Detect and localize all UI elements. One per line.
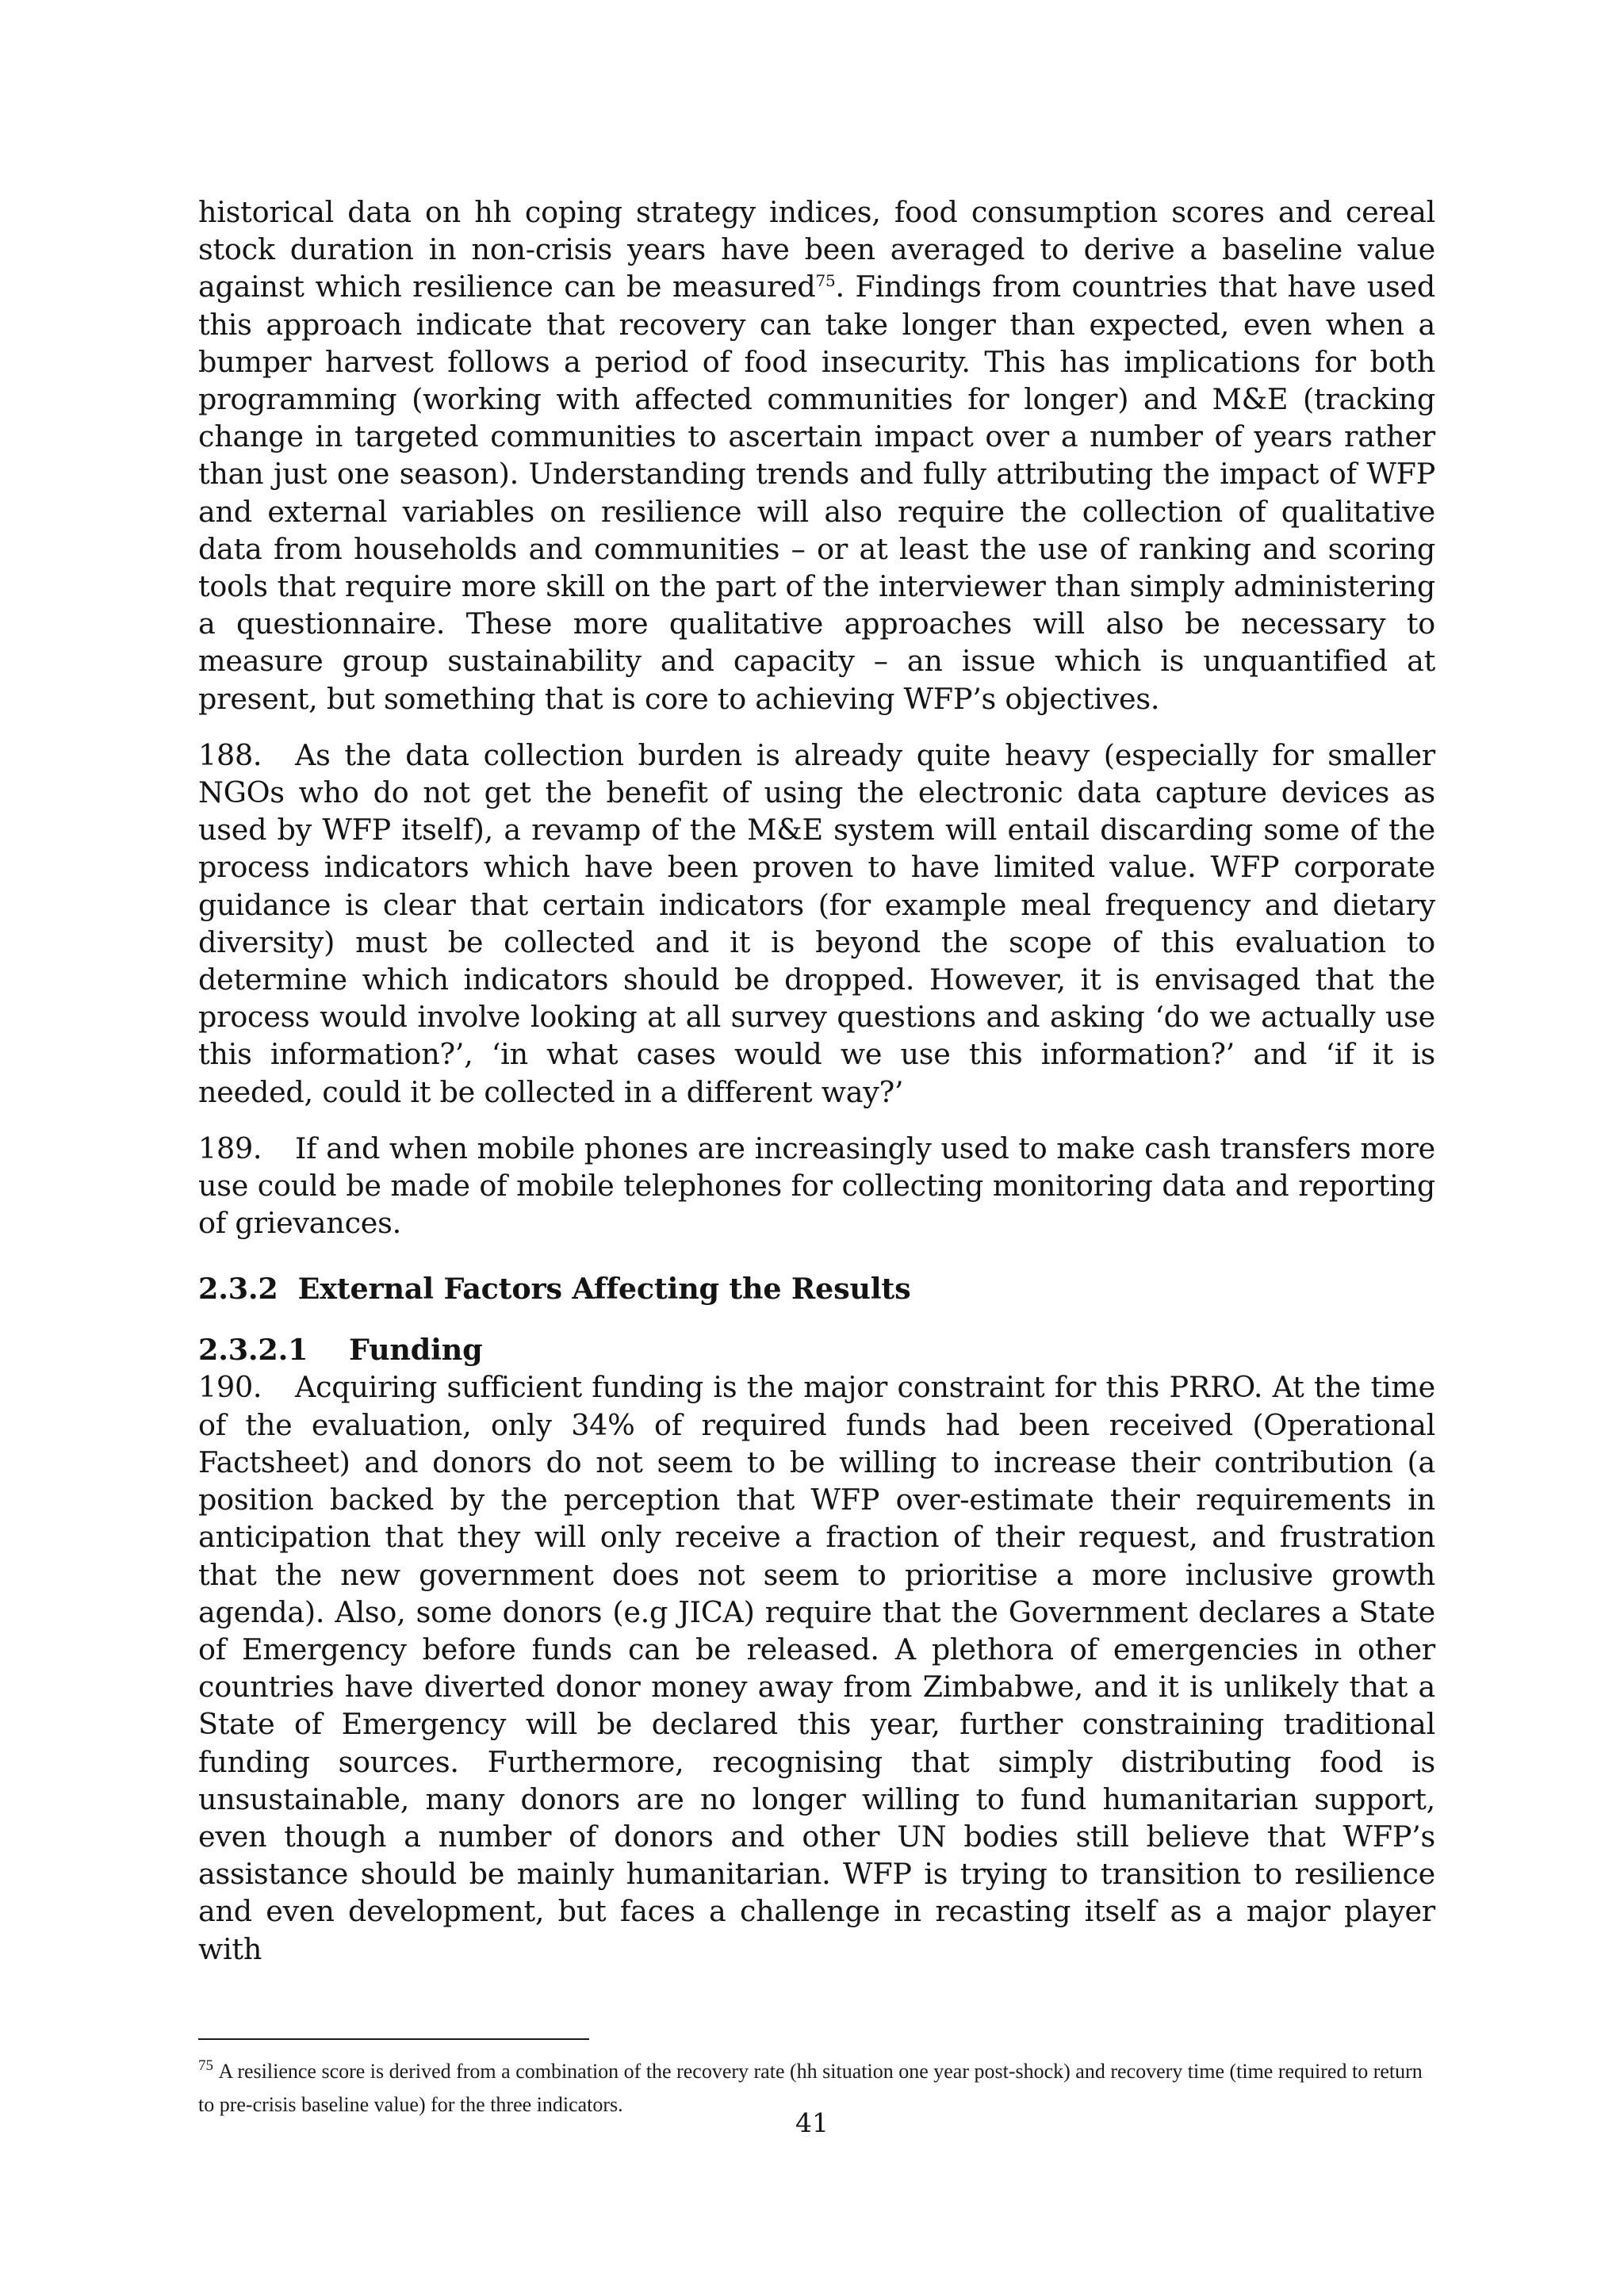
paragraph-number: 188. — [198, 737, 262, 772]
paragraph-number: 190. — [198, 1370, 262, 1405]
footnote-reference-75[interactable]: 75 — [815, 271, 836, 291]
paragraph-189 — [198, 1130, 1435, 1242]
paragraph-number: 189. — [198, 1131, 262, 1165]
page-number: 41 — [795, 2107, 829, 2138]
footnote-text: A resilience score is derived from a combination of the recovery rate (hh situation one year post-shock) and recovery time (time required to return to pre-crisis baseline value) for the three indicators. — [198, 2060, 1423, 2116]
paragraph-text: Acquiring sufficient funding is the major constraint for this PRRO. At the time of the evaluation, only 34% of required funds had been received (Operational Factsheet) and donors do not seem to be willing to increase their contribution (a position backed by the perception that WFP over-estimate their requirements in anticipation that they will only receive a fraction of their request, and frustration that the new government does not seem to prioritise a more inclusive growth agenda). Also, some donors (e.g JICA) require that the Government declares a State of Emergency before funds can be released. A plethora of emergencies in other countries have diverted donor money away from Zimbabwe, and it is unlikely that a State of Emergency will be declared this year, further constraining traditional funding sources. Furthermore, recognising that simply distributing food is unsustainable, many donors are no longer willing to fund humanitarian support, even though a number of donors and other UN bodies still believe that WFP’s assistance should be mainly humanitarian. WFP is trying to transition to resilience and even development, but faces a challenge in recasting itself as a major player with — [198, 1370, 1435, 1966]
subsection-title: Funding — [349, 1333, 483, 1368]
paragraph-text: As the data collection burden is already quite heavy (especially for smaller NGOs who do not get the benefit of using the electronic data capture devices as used by WFP itself), a revamp of the M&E system will entail discarding some of the process indicators which have been proven to have limited value. WFP corporate guidance is clear that certain indicators (for example meal frequency and dietary diversity) must be collected and it is beyond the scope of this evaluation to determine which indicators should be dropped. However, it is envisaged that the process would involve looking at all survey questions and asking ‘do we actually use this information?’, ‘in what cases would we use this information?’ and ‘if it is needed, could it be collected in a different way?’ — [198, 737, 1435, 1109]
paragraph-text: . Findings from countries that have used this approach indicate that recovery can take longer than expected, even when a bumper harvest follows a period of food insecurity. This has implications for both programming (working with affected communities for longer) and M&E (tracking change in targeted communities to ascertain impact over a number of years rather than just one season). Understanding trends and fully attributing the impact of WFP and external variables on resilience will also require the collection of qualitative data from households and communities – or at least the use of ranking and scoring tools that require more skill on the part of the interviewer than simply administering a questionnaire. These more qualitative approaches will also be necessary to measure group sustainability and capacity – an issue which is unquantified at present, but something that is core to achieving WFP’s objectives. — [198, 270, 1435, 716]
section-title: External Factors Affecting the Results — [297, 1272, 911, 1307]
paragraph-187-continued — [198, 193, 1435, 718]
paragraph-text: If and when mobile phones are increasingly used to make cash transfers more use could be made of mobile telephones for collecting monitoring data and reporting of grievances. — [198, 1131, 1435, 1241]
footnote-marker: 75 — [198, 2057, 213, 2074]
section-heading — [198, 1270, 1435, 1307]
subsection-heading — [198, 1331, 1435, 1368]
subsection-number: 2.3.2.1 — [198, 1333, 308, 1368]
paragraph-188 — [198, 737, 1435, 1111]
paragraph-text: historical data on hh coping strategy indices, food consumption scores and cereal stock duration in non-crisis years have been averaged to derive a baseline value against which resilience can be measured — [198, 195, 1435, 304]
footnote-separator — [198, 2038, 589, 2040]
document-body — [198, 193, 1435, 1987]
paragraph-190 — [198, 1368, 1435, 1967]
section-number: 2.3.2 — [198, 1272, 278, 1307]
